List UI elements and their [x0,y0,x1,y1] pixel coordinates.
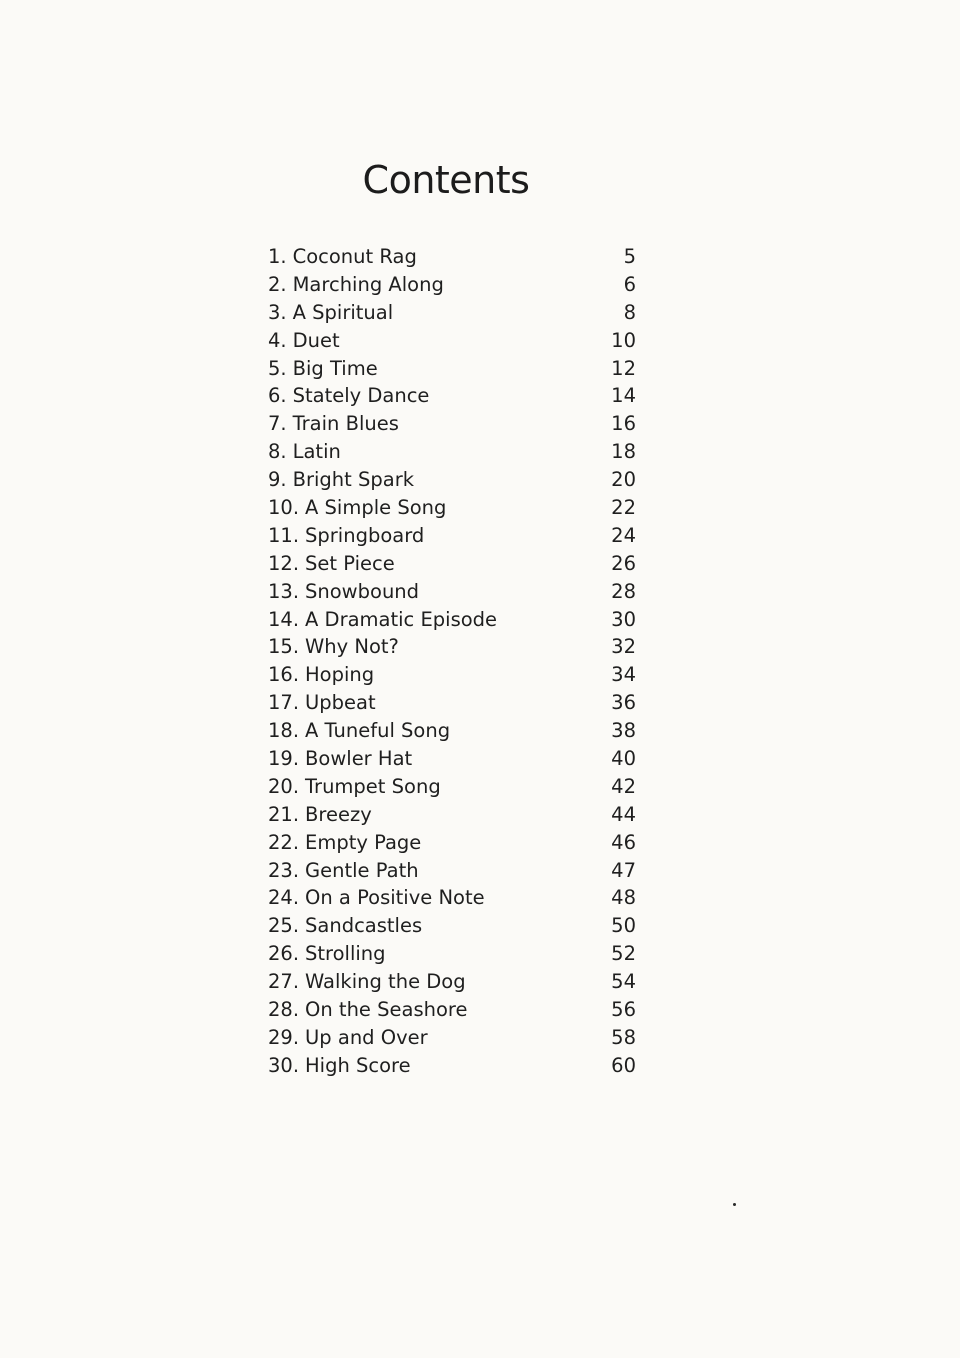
toc-entry-name: Marching Along [292,272,444,296]
toc-entry-title [268,1052,411,1080]
toc-entry-page: 24 [611,523,636,547]
toc-entry-title [268,243,417,271]
toc-entry [268,578,636,606]
toc-entry [268,299,636,327]
toc-entry-title [268,606,497,634]
toc-entry-page: 60 [611,1053,636,1077]
toc-entry-title [268,355,378,383]
toc-entry-title [268,494,446,522]
toc-entry-page: 46 [611,830,636,854]
toc-entry [268,355,636,383]
toc-entry-page: 18 [611,440,636,464]
toc-entry-number: 23. [268,858,300,882]
toc-entry [268,829,636,857]
toc-entry-number: 17. [268,691,300,715]
toc-entry-number: 16. [268,663,300,687]
toc-entry-page: 12 [611,356,636,380]
toc-entry [268,550,636,578]
toc-entry-title [268,299,393,327]
toc-entry-name: On a Positive Note [305,886,485,910]
toc-entry-page: 32 [611,635,636,659]
toc-entry-name: Set Piece [305,551,395,575]
toc-entry-number: 8. [268,440,287,464]
toc-entry-number: 5. [268,356,287,380]
toc-entry-name: Snowbound [305,579,420,603]
toc-entry-name: Gentle Path [305,858,419,882]
toc-entry-name: Train Blues [292,412,399,436]
toc-entry-page: 16 [611,412,636,436]
toc-entry-page: 10 [611,328,636,352]
toc-entry-title [268,829,421,857]
toc-entry-page: 42 [611,774,636,798]
toc-entry-title [268,689,376,717]
toc-entry [268,940,636,968]
toc-entry-page: 52 [611,942,636,966]
toc-entry [268,522,636,550]
toc-entry-page: 58 [611,1025,636,1049]
toc-entry-title [268,912,422,940]
toc-entry-name: Hoping [305,663,375,687]
toc-entry-number: 18. [268,719,300,743]
toc-entry-number: 14. [268,607,300,631]
toc-entry [268,801,636,829]
toc-entry-name: Bright Spark [292,468,415,492]
toc-entry-name: Springboard [305,523,425,547]
toc-entry-name: On the Seashore [305,998,468,1022]
toc-entry-number: 1. [268,245,287,268]
toc-entry [268,717,636,745]
toc-entry-title [268,884,485,912]
toc-entry-page: 28 [611,579,636,603]
toc-entry [268,745,636,773]
toc-entry-name: A Spiritual [292,300,394,324]
toc-entry-title [268,857,419,885]
toc-entry-number: 19. [268,747,300,771]
toc-entry-name: Empty Page [305,830,422,854]
toc-entry-title [268,940,386,968]
toc-entry [268,271,636,299]
toc-entry-page: 26 [611,551,636,575]
toc-entry-name: Breezy [305,802,372,826]
toc-entry-number: 4. [268,328,287,352]
toc-entry-page: 14 [611,384,636,408]
toc-entry-page: 22 [611,496,636,520]
toc-entry-title [268,327,340,355]
toc-entry [268,773,636,801]
toc-entry-title [268,633,399,661]
toc-entry-name: Duet [292,328,340,352]
paper-speck [733,1203,736,1206]
toc-entry [268,1024,636,1052]
toc-entry [268,327,636,355]
toc-entry [268,661,636,689]
toc-entry [268,438,636,466]
toc-entry-name: Sandcastles [305,914,423,938]
toc-entry-title [268,1024,428,1052]
toc-entry-number: 25. [268,914,300,938]
toc-entry [268,996,636,1024]
toc-entry-number: 20. [268,774,300,798]
toc-entry-number: 28. [268,998,300,1022]
toc-entry-page: 38 [611,719,636,743]
toc-entry-title [268,996,467,1024]
toc-entry-number: 7. [268,412,287,436]
toc-entry-name: A Dramatic Episode [305,607,498,631]
toc-entry-name: Up and Over [305,1025,428,1049]
toc-entry-title [268,438,341,466]
toc-entry [268,410,636,438]
toc-entry [268,494,636,522]
toc-entry-page: 36 [611,691,636,715]
toc-entry-page: 6 [623,272,636,296]
toc-entry-name: Walking the Dog [305,970,466,994]
toc-entry [268,884,636,912]
toc-entry-page: 47 [611,858,636,882]
toc-entry [268,912,636,940]
toc-entry-page: 5 [623,245,636,268]
toc-entry-page: 20 [611,468,636,492]
toc-entry-title [268,745,412,773]
toc-entry [268,243,636,271]
toc-entry [268,382,636,410]
toc-entry-page: 34 [611,663,636,687]
toc-entry-number: 12. [268,551,300,575]
toc-entry-title [268,271,444,299]
toc-entry-page: 56 [611,998,636,1022]
toc-entry-page: 54 [611,970,636,994]
toc-entry-number: 13. [268,579,300,603]
toc-entry-page: 8 [623,300,636,324]
toc-entry-number: 21. [268,802,300,826]
toc-entry-title [268,661,374,689]
toc-entry-number: 9. [268,468,287,492]
toc-entry-number: 6. [268,384,287,408]
toc-entry-title [268,382,429,410]
toc-entry-name: Why Not? [305,635,399,659]
toc-entry-page: 40 [611,747,636,771]
toc-entry [268,1052,636,1080]
toc-entry-name: Trumpet Song [305,774,441,798]
toc-entry-page: 30 [611,607,636,631]
toc-entry-title [268,410,399,438]
toc-entry-title [268,578,419,606]
page-title: Contents [362,158,530,202]
toc-entry-name: Upbeat [305,691,376,715]
toc-entry [268,689,636,717]
toc-entry [268,633,636,661]
toc-entry-name: Bowler Hat [305,747,413,771]
toc-entry-name: Strolling [305,942,386,966]
toc-entry-number: 26. [268,942,300,966]
toc-entry-title [268,717,450,745]
toc-entry-name: Latin [292,440,341,464]
toc-entry-page: 44 [611,802,636,826]
toc-entry-name: Coconut Rag [292,245,417,268]
toc-entry-number: 22. [268,830,300,854]
toc-entry-title [268,522,424,550]
toc-entry-title [268,773,441,801]
toc-entry [268,857,636,885]
toc-entry-number: 3. [268,300,287,324]
toc-entry-title [268,466,414,494]
contents-list [268,243,636,1080]
toc-entry-number: 15. [268,635,300,659]
toc-entry-name: Stately Dance [292,384,430,408]
toc-entry-number: 11. [268,523,300,547]
toc-entry-number: 10. [268,496,300,520]
toc-entry-number: 24. [268,886,300,910]
toc-entry-name: Big Time [292,356,378,380]
toc-entry-page: 48 [611,886,636,910]
toc-entry-name: A Simple Song [305,496,447,520]
toc-entry-number: 30. [268,1053,300,1077]
toc-entry-name: High Score [305,1053,411,1077]
toc-entry [268,968,636,996]
toc-entry-name: A Tuneful Song [305,719,451,743]
toc-entry-number: 2. [268,272,287,296]
toc-entry-title [268,801,372,829]
toc-entry-page: 50 [611,914,636,938]
toc-entry [268,466,636,494]
toc-entry-title [268,968,466,996]
toc-entry-number: 27. [268,970,300,994]
toc-entry [268,606,636,634]
toc-entry-number: 29. [268,1025,300,1049]
toc-entry-title [268,550,395,578]
